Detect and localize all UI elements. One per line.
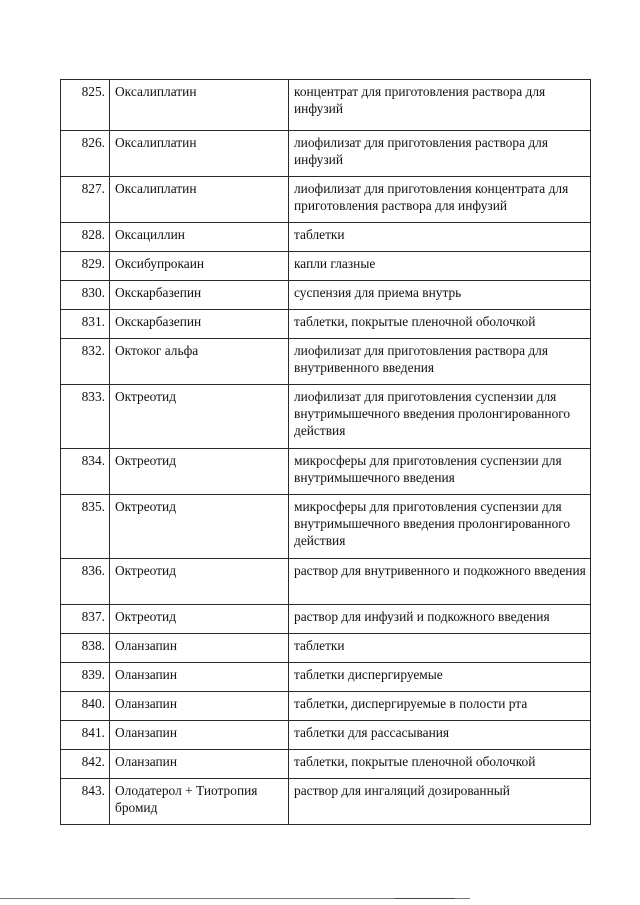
- drug-name: Окскарбазепин: [110, 310, 289, 339]
- drug-name: Оксалиплатин: [110, 80, 289, 131]
- row-number: 825.: [61, 80, 110, 131]
- row-number: 843.: [61, 779, 110, 825]
- table-row: [61, 339, 591, 385]
- table-row: [61, 131, 591, 177]
- row-number: 830.: [61, 281, 110, 310]
- table-row: [61, 281, 591, 310]
- drug-name: Оксациллин: [110, 223, 289, 252]
- drug-name: Оланзапин: [110, 750, 289, 779]
- table-row: [61, 252, 591, 281]
- dosage-form: микросферы для приготовления суспензии для внутримышечного введения: [289, 449, 591, 495]
- row-number: 836.: [61, 559, 110, 605]
- row-number: 827.: [61, 177, 110, 223]
- table-row: [61, 663, 591, 692]
- table-row: [61, 634, 591, 663]
- dosage-form: таблетки диспергируемые: [289, 663, 591, 692]
- drug-name: Окскарбазепин: [110, 281, 289, 310]
- row-number: 841.: [61, 721, 110, 750]
- table-row: [61, 449, 591, 495]
- table-row: [61, 310, 591, 339]
- dosage-form: лиофилизат для приготовления концентрата для приготовления раствора для инфузий: [289, 177, 591, 223]
- drug-name: Оксибупрокаин: [110, 252, 289, 281]
- dosage-form: таблетки для рассасывания: [289, 721, 591, 750]
- dosage-form: таблетки, покрытые пленочной оболочкой: [289, 310, 591, 339]
- dosage-form: таблетки, покрытые пленочной оболочкой: [289, 750, 591, 779]
- dosage-form: таблетки: [289, 634, 591, 663]
- table-row: [61, 721, 591, 750]
- table-row: [61, 605, 591, 634]
- drug-name: Октреотид: [110, 385, 289, 449]
- table-row: [61, 692, 591, 721]
- table-row: [61, 495, 591, 559]
- page-bottom-rule-segment: [395, 898, 455, 899]
- row-number: 831.: [61, 310, 110, 339]
- drug-name: Олодатерол + Тиотропия бромид: [110, 779, 289, 825]
- table-row: [61, 750, 591, 779]
- row-number: 839.: [61, 663, 110, 692]
- row-number: 835.: [61, 495, 110, 559]
- row-number: 832.: [61, 339, 110, 385]
- table-row: [61, 223, 591, 252]
- table-row: [61, 177, 591, 223]
- drug-name: Оланзапин: [110, 692, 289, 721]
- row-number: 838.: [61, 634, 110, 663]
- row-number: 840.: [61, 692, 110, 721]
- row-number: 837.: [61, 605, 110, 634]
- row-number: 842.: [61, 750, 110, 779]
- drug-name: Оланзапин: [110, 721, 289, 750]
- dosage-form: раствор для внутривенного и подкожного введения: [289, 559, 591, 605]
- dosage-form: капли глазные: [289, 252, 591, 281]
- dosage-form: таблетки, диспергируемые в полости рта: [289, 692, 591, 721]
- drug-name: Октреотид: [110, 449, 289, 495]
- dosage-form: микросферы для приготовления суспензии для внутримышечного введения пролонгированного действия: [289, 495, 591, 559]
- drug-name: Октоког альфа: [110, 339, 289, 385]
- drug-name: Октреотид: [110, 605, 289, 634]
- drug-name: Оксалиплатин: [110, 177, 289, 223]
- dosage-form: лиофилизат для приготовления суспензии для внутримышечного введения пролонгированного действия: [289, 385, 591, 449]
- dosage-form: таблетки: [289, 223, 591, 252]
- row-number: 828.: [61, 223, 110, 252]
- row-number: 833.: [61, 385, 110, 449]
- dosage-form: концентрат для приготовления раствора для инфузий: [289, 80, 591, 131]
- table-row: [61, 779, 591, 825]
- row-number: 829.: [61, 252, 110, 281]
- dosage-form: лиофилизат для приготовления раствора для внутривенного введения: [289, 339, 591, 385]
- table-row: [61, 559, 591, 605]
- drug-name: Октреотид: [110, 559, 289, 605]
- drug-table: [60, 79, 591, 825]
- table-row: [61, 385, 591, 449]
- dosage-form: раствор для инфузий и подкожного введения: [289, 605, 591, 634]
- drug-name: Оланзапин: [110, 663, 289, 692]
- dosage-form: лиофилизат для приготовления раствора для инфузий: [289, 131, 591, 177]
- row-number: 826.: [61, 131, 110, 177]
- dosage-form: раствор для ингаляций дозированный: [289, 779, 591, 825]
- drug-name: Оксалиплатин: [110, 131, 289, 177]
- drug-name: Октреотид: [110, 495, 289, 559]
- row-number: 834.: [61, 449, 110, 495]
- table-row: [61, 80, 591, 131]
- dosage-form: суспензия для приема внутрь: [289, 281, 591, 310]
- drug-name: Оланзапин: [110, 634, 289, 663]
